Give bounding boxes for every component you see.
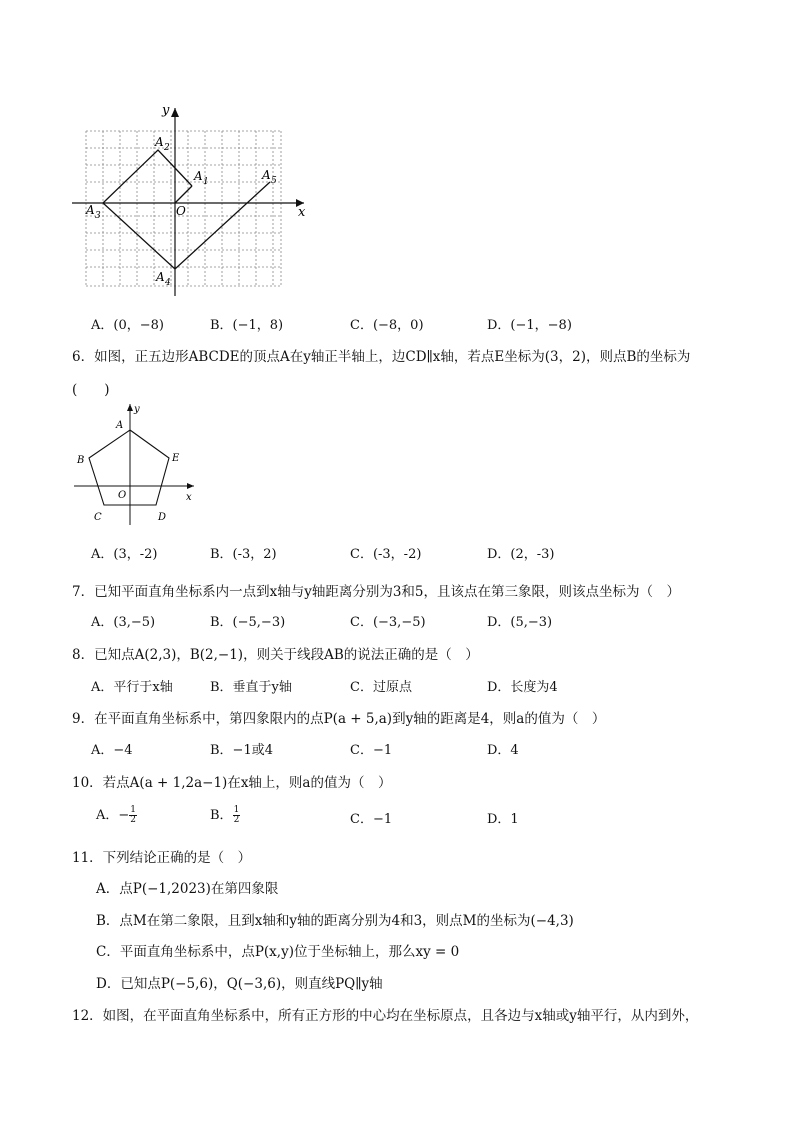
q8-option-d: D．长度为4	[487, 680, 558, 695]
q6-option-c: C．(-3，-2)	[350, 547, 422, 562]
q10-option-a: A．− $\frac{1}{2}$	[96, 805, 137, 825]
q9-option-c: C．−1	[350, 743, 393, 758]
q9-option-a: A．−4	[91, 743, 133, 758]
svg-text:O: O	[118, 490, 127, 501]
q9-option-d: D．4	[487, 743, 519, 758]
q10-option-d: D．1	[487, 812, 519, 827]
q5-option-d: D．(−1，−8)	[487, 318, 572, 333]
q9-option-b: B．−1或4	[210, 743, 273, 758]
q7-option-c: C．(−3,−5)	[350, 615, 426, 630]
svg-text:x: x	[186, 492, 192, 503]
label-a2-sub: 2	[164, 143, 170, 153]
svg-text:C: C	[94, 512, 102, 523]
origin-label: O	[176, 204, 186, 218]
label-a2: A	[155, 135, 164, 149]
label-a5-sub: 5	[271, 176, 277, 186]
q11-option-d: D．已知点P(−5,6)，Q(−3,6)，则直线PQ∥y轴	[96, 976, 383, 992]
label-a4: A	[156, 270, 165, 284]
q7-stem: 7．已知平面直角坐标系内一点到x轴与y轴距离分别为3和5，且该点在第三象限，则该点坐标为（ ）	[72, 584, 681, 600]
q7-option-a: A．(3,−5)	[91, 615, 156, 630]
q5-option-a: A．(0，−8)	[91, 318, 164, 333]
label-a3: A	[86, 203, 95, 217]
q5-option-b: B．(−1，8)	[210, 318, 284, 333]
q8-option-b: B．垂直于y轴	[210, 680, 292, 695]
q7-option-b: B．(−5,−3)	[210, 615, 286, 630]
svg-text:y: y	[134, 404, 140, 415]
label-a1: A	[194, 169, 203, 183]
y-label: y	[162, 103, 170, 118]
label-a5: A	[262, 168, 271, 182]
x-label: x	[298, 205, 306, 220]
svg-text:A: A	[116, 420, 124, 431]
q11-option-c: C．平面直角坐标系中，点P(x,y)位于坐标轴上，那么xy = 0	[96, 944, 460, 960]
q11-stem: 11．下列结论正确的是（ ）	[72, 850, 252, 866]
q6-option-d: D．(2，-3)	[487, 547, 555, 562]
q6-stem-line1: 6．如图，正五边形ABCDE的顶点A在y轴正半轴上，边CD∥x轴，若点E坐标为(3，2)，则点B的坐标为	[72, 349, 691, 365]
q8-stem: 8．已知点A(2,3)，B(2,−1)，则关于线段AB的说法正确的是（ ）	[72, 647, 479, 663]
q6-option-a: A．(3，-2)	[91, 547, 158, 562]
path-a1-a5	[103, 150, 270, 269]
q11-option-b: B．点M在第二象限，且到x轴和y轴的距离分别为4和3，则点M的坐标为(−4,3)	[96, 913, 574, 929]
svg-text:B: B	[77, 455, 85, 466]
q10-option-b: B． $\frac{1}{2}$	[210, 805, 240, 825]
pentagon	[89, 430, 169, 505]
q5-option-c: C．(−8，0)	[350, 318, 424, 333]
q6-option-b: B．(-3，2)	[210, 547, 277, 562]
q7-option-d: D．(5,−3)	[487, 615, 553, 630]
q8-option-c: C．过原点	[350, 680, 412, 695]
label-a3-sub: 3	[95, 211, 101, 221]
figure-pentagon	[70, 400, 200, 528]
q10-option-c: C．−1	[350, 812, 393, 827]
label-a4-sub: 4	[165, 278, 171, 288]
figure-coordinate-path	[66, 96, 316, 296]
q9-stem: 9．在平面直角坐标系中，第四象限内的点P(a + 5,a)到y轴的距离是4，则a的值为（ ）	[72, 711, 606, 727]
svg-text:D: D	[158, 512, 167, 523]
q11-option-a: A．点P(−1,2023)在第四象限	[96, 881, 279, 897]
q6-stem-line2: ( )	[72, 382, 110, 398]
label-a1-sub: 1	[203, 177, 209, 187]
q10-stem: 10．若点A(a + 1,2a−1)在x轴上，则a的值为（ ）	[72, 775, 392, 791]
q12-stem: 12．如图，在平面直角坐标系中，所有正方形的中心均在坐标原点，且各边与x轴或y轴平行，从内到外，	[72, 1008, 699, 1024]
svg-text:E: E	[172, 453, 180, 464]
q8-option-a: A．平行于x轴	[91, 680, 173, 695]
